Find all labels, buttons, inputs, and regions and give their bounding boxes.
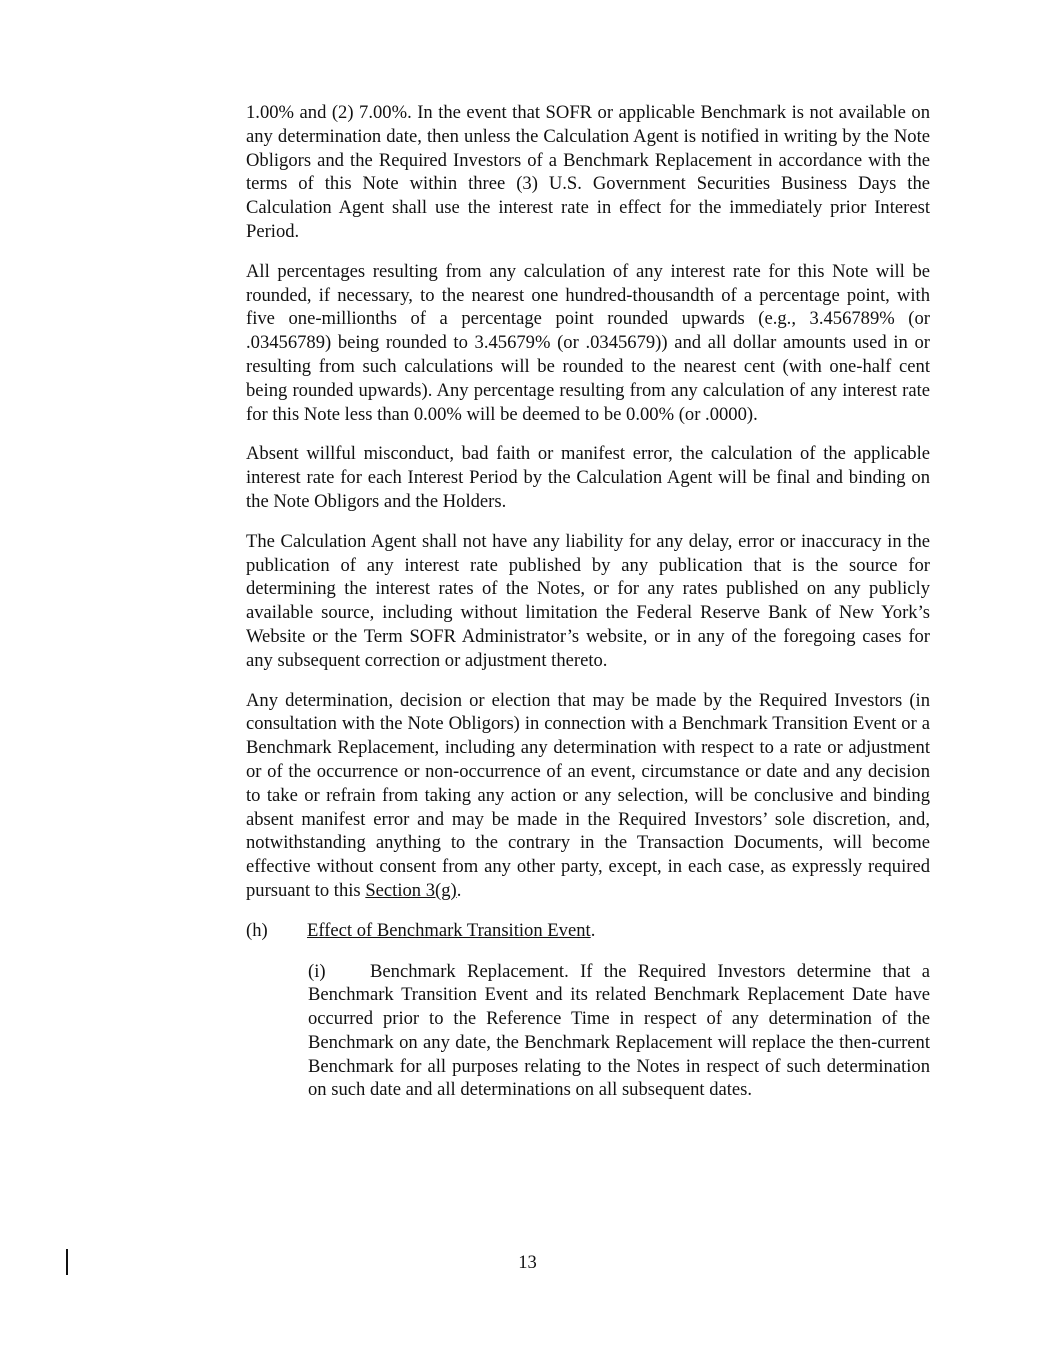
paragraph-determination: [246, 689, 930, 903]
page-number: 13: [518, 1252, 537, 1273]
subsection-i: [308, 960, 930, 1103]
section-h-number: (h): [246, 919, 268, 941]
paragraph-sofr-unavailable: 1.00% and (2) 7.00%. In the event that SOFR or applicable Benchmark is not available on any determination date, then unless the Calculation Agent is notified in writing by the Note Obligors and the Required Investors of a Benchmark Replacement in accordance with the terms of this Note within three (3) U.S. Government Securities Business Days the Calculation Agent shall use the interest rate in effect for the immediately prior Interest Period.: [246, 102, 930, 242]
paragraph-determination-end: .: [456, 879, 462, 901]
subsection-i-number: (i): [308, 960, 326, 982]
section-h-title-end: .: [590, 919, 596, 941]
paragraph-final-binding: Absent willful misconduct, bad faith or manifest error, the calculation of the applicable interest rate for each Interest Period by the Calculation Agent will be final and binding on the Note Obligors and the Holders.: [246, 443, 930, 512]
paragraph-rounding: All percentages resulting from any calculation of any interest rate for this Note will be rounded, if necessary, to the nearest one hundred-thousandth of a percentage point, with five one-millionths of a percentage point rounded upwards (e.g., 3.456789% (or .03456789) being rounded to 3.45679% (or .0345679)) and all dollar amounts used in or resulting from such calculations will be rounded to the nearest cent (with one-half cent being rounded upwards). Any percentage resulting from any calculation of any interest rate for this Note less than 0.00% will be deemed to be 0.00% (or .0000).: [246, 260, 930, 425]
paragraph-liability: The Calculation Agent shall not have any liability for any delay, error or inaccuracy in the publication of any interest rate published by any publication that is the source for determining the interest rates of the Notes, or for any rates published on any publicly available source, including without limitation the Federal Reserve Bank of New York’s Website or the Term SOFR Administrator’s website, or in any of the foregoing cases for any subsequent correction or adjustment thereto.: [246, 530, 930, 671]
section-h-title-wrap: [307, 919, 595, 943]
page-body: [246, 101, 930, 1118]
section-h-heading: [246, 919, 930, 943]
subsection-i-text: Benchmark Replacement. If the Required Investors determine that a Benchmark Transition Event and its related Benchmark Replacement Date have occurred prior to the Reference Time in respect of any determination of the Benchmark on any date, the Benchmark Replacement will replace the then-current Benchmark for all purposes relating to the Notes in respect of such determination on such date and all determinations on all subsequent dates.: [308, 960, 930, 1101]
section-h-title: Effect of Benchmark Transition Event: [307, 919, 591, 941]
section-reference-link: Section 3(g): [365, 879, 457, 901]
paragraph-determination-text: Any determination, decision or election that may be made by the Required Investors (in consultation with the Note Obligors) in connection with a Benchmark Transition Event or a Benchmark Replacement, including any determination with respect to a rate or adjustment or of the occurrence or non-occurrence of an event, circumstance or date and any decision to take or refrain from taking any action or any selection, will be conclusive and binding absent manifest error and may be made in the Required Investors’ sole discretion, and, notwithstanding anything to the contrary in the Transaction Documents, will become effective without consent from any other party, except, in each case, as expressly required pursuant to this: [246, 689, 930, 901]
